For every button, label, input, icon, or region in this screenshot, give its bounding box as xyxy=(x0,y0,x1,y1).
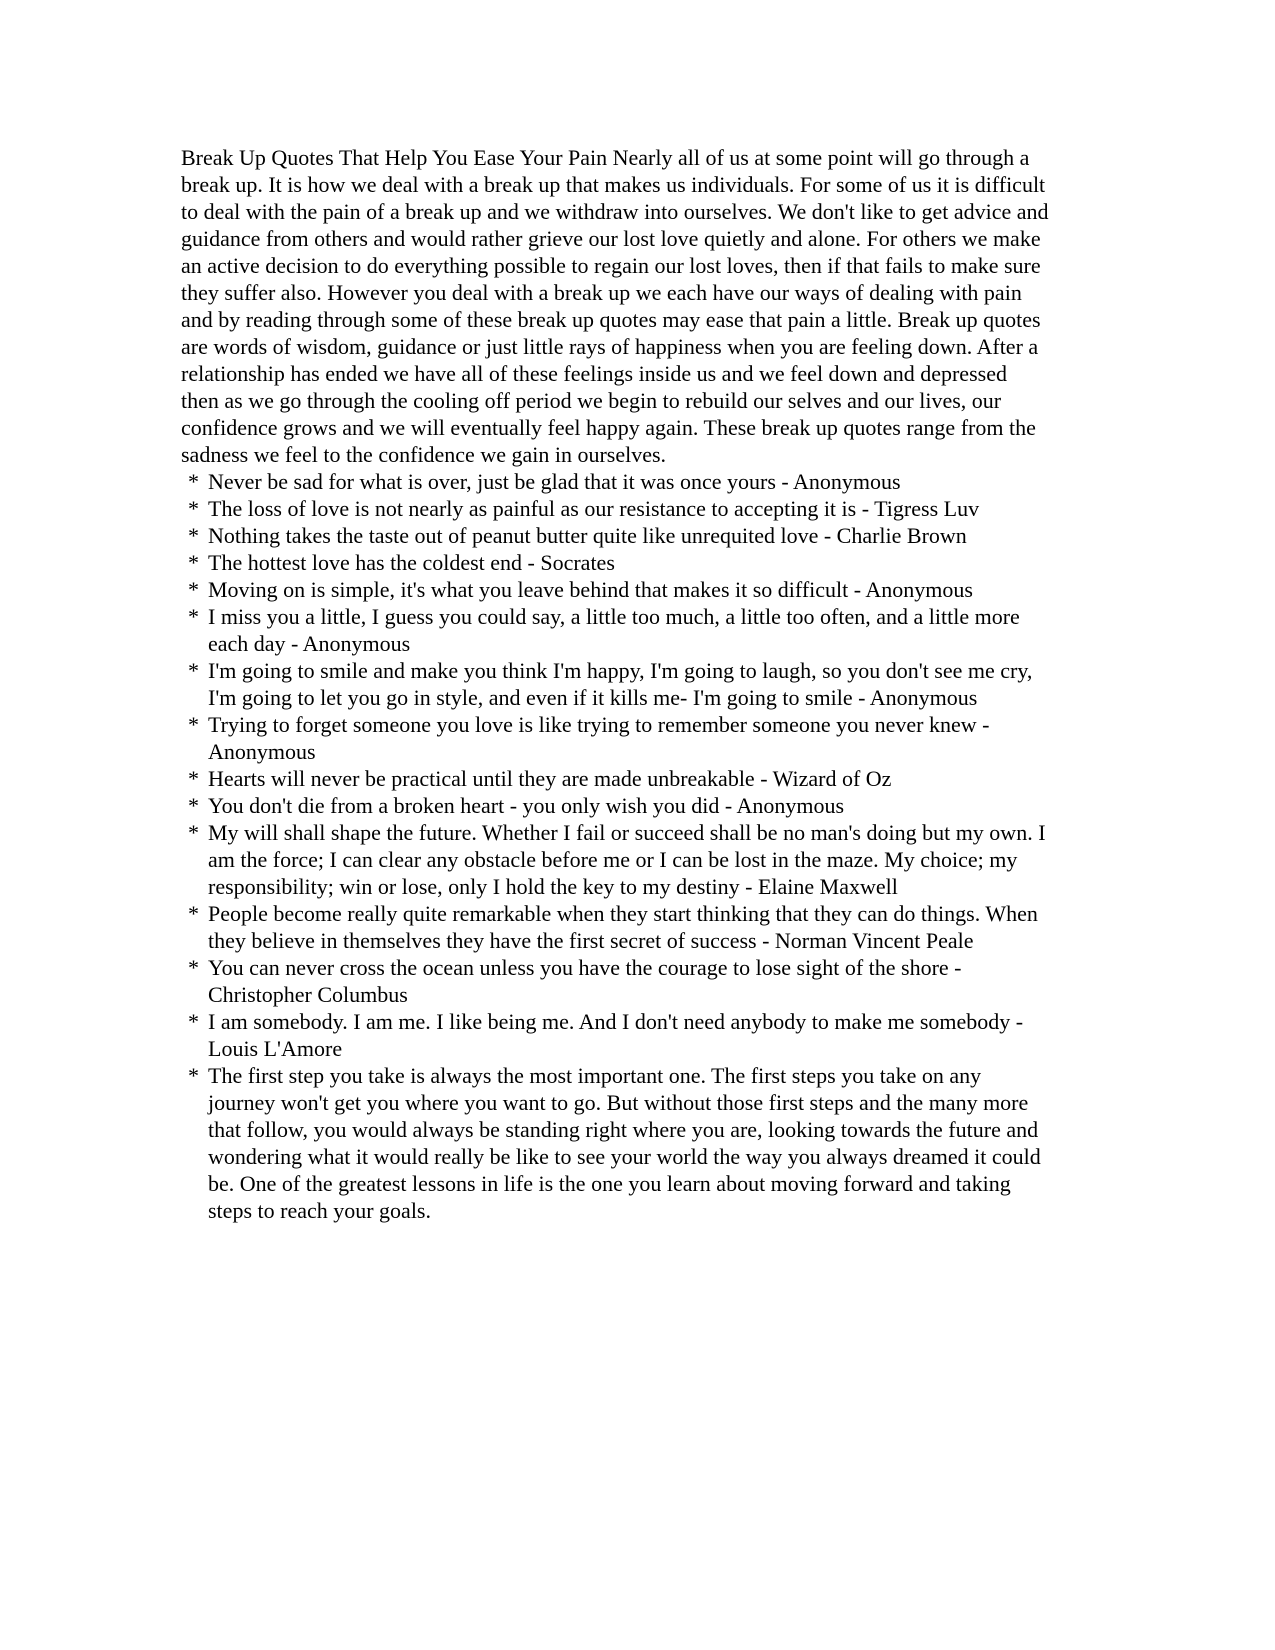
quote-text: Hearts will never be practical until they are made unbreakable - Wizard of Oz xyxy=(208,766,892,791)
quote-text: People become really quite remarkable when they start thinking that they can do things. When they believe in themselves they have the first secret of success - Norman Vincent Peale xyxy=(208,901,1038,953)
bullet-asterisk: * xyxy=(188,658,199,683)
quote-text: You don't die from a broken heart - you only wish you did - Anonymous xyxy=(208,793,845,818)
bullet-asterisk: * xyxy=(188,1009,199,1034)
quote-text: Moving on is simple, it's what you leave behind that makes it so difficult - Anonymous xyxy=(208,577,973,602)
quote-text: The hottest love has the coldest end - Socrates xyxy=(208,550,615,575)
quote-text: Nothing takes the taste out of peanut butter quite like unrequited love - Charlie Brown xyxy=(208,523,967,548)
quote-item xyxy=(181,576,1049,603)
quote-item xyxy=(181,522,1049,549)
quote-item xyxy=(181,1008,1049,1062)
intro-paragraph: Break Up Quotes That Help You Ease Your Pain Nearly all of us at some point will go through a break up. It is how we deal with a break up that makes us individuals. For some of us it is difficult to deal with the pain of a break up and we withdraw into ourselves. We don't like to get advice and guidance from others and would rather grieve our lost love quietly and alone. For others we make an active decision to do everything possible to regain our lost loves, then if that fails to make sure they suffer also. However you deal with a break up we each have our ways of dealing with pain and by reading through some of these break up quotes may ease that pain a little. Break up quotes are words of wisdom, guidance or just little rays of happiness when you are feeling down. After a relationship has ended we have all of these feelings inside us and we feel down and depressed then as we go through the cooling off period we begin to rebuild our selves and our lives, our confidence grows and we will eventually feel happy again. These break up quotes range from the sadness we feel to the confidence we gain in ourselves. xyxy=(181,145,1049,467)
quote-item xyxy=(181,792,1049,819)
bullet-asterisk: * xyxy=(188,604,199,629)
bullet-asterisk: * xyxy=(188,1063,199,1088)
bullet-asterisk: * xyxy=(188,793,199,818)
quote-item xyxy=(181,819,1049,900)
quotes-list xyxy=(181,468,1049,1224)
quote-text: The loss of love is not nearly as painful as our resistance to accepting it is - Tigress Luv xyxy=(208,496,980,521)
bullet-asterisk: * xyxy=(188,523,199,548)
quote-item xyxy=(181,468,1049,495)
quote-item xyxy=(181,1062,1049,1224)
quote-text: I am somebody. I am me. I like being me. And I don't need anybody to make me somebody - Louis L'Amore xyxy=(208,1009,1024,1061)
bullet-asterisk: * xyxy=(188,712,199,737)
quote-text: My will shall shape the future. Whether I fail or succeed shall be no man's doing but my own. I am the force; I can clear any obstacle before me or I can be lost in the maze. My choice; my responsibility; win or lose, only I hold the key to my destiny - Elaine Maxwell xyxy=(208,820,1046,899)
quote-text: Trying to forget someone you love is like trying to remember someone you never knew - Anonymous xyxy=(208,712,990,764)
quote-item xyxy=(181,900,1049,954)
document-content xyxy=(181,144,1049,1224)
quote-item xyxy=(181,603,1049,657)
bullet-asterisk: * xyxy=(188,577,199,602)
quote-text: I miss you a little, I guess you could say, a little too much, a little too often, and a little more each day - Anonymous xyxy=(208,604,1020,656)
bullet-asterisk: * xyxy=(188,820,199,845)
quote-text: Never be sad for what is over, just be glad that it was once yours - Anonymous xyxy=(208,469,901,494)
bullet-asterisk: * xyxy=(188,496,199,521)
bullet-asterisk: * xyxy=(188,955,199,980)
bullet-asterisk: * xyxy=(188,766,199,791)
bullet-asterisk: * xyxy=(188,901,199,926)
quote-item xyxy=(181,711,1049,765)
bullet-asterisk: * xyxy=(188,550,199,575)
quote-item xyxy=(181,765,1049,792)
quote-item xyxy=(181,549,1049,576)
quote-item xyxy=(181,495,1049,522)
quote-text: I'm going to smile and make you think I'm happy, I'm going to laugh, so you don't see me cry, I'm going to let you go in style, and even if it kills me- I'm going to smile - Anonymous xyxy=(208,658,1033,710)
quote-text: You can never cross the ocean unless you have the courage to lose sight of the shore - Christopher Columbus xyxy=(208,955,962,1007)
bullet-asterisk: * xyxy=(188,469,199,494)
quote-text: The first step you take is always the most important one. The first steps you take on any journey won't get you where you want to go. But without those first steps and the many more that follow, you would always be standing right where you are, looking towards the future and wondering what it would really be like to see your world the way you always dreamed it could be. One of the greatest lessons in life is the one you learn about moving forward and taking steps to reach your goals. xyxy=(208,1063,1041,1223)
quote-item xyxy=(181,954,1049,1008)
quote-item xyxy=(181,657,1049,711)
